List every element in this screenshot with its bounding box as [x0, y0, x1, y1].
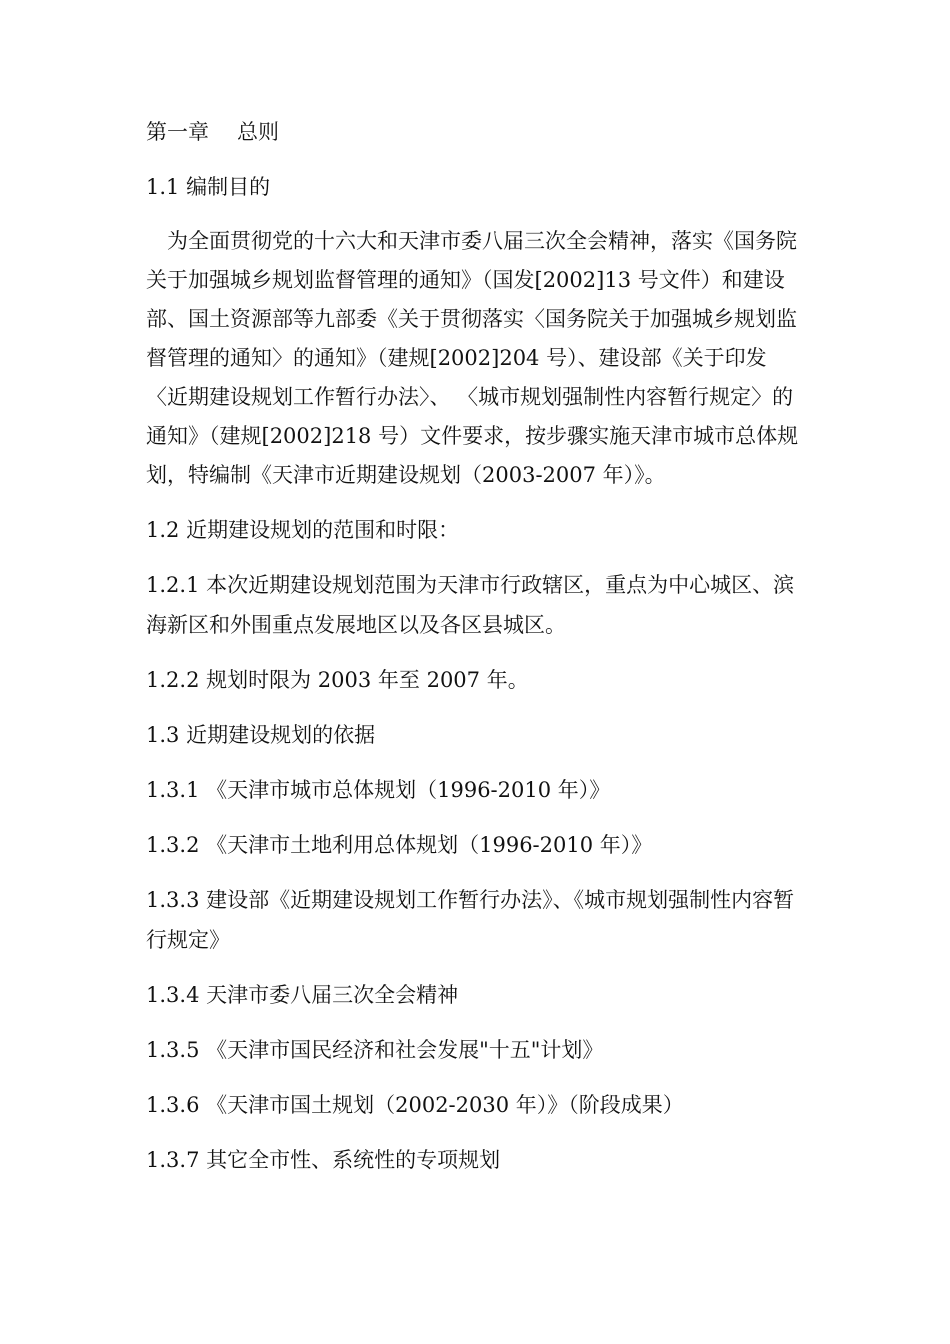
- document-body: [146, 112, 806, 1195]
- clause-1-3-1: 1.3.1 《天津市城市总体规划（1996-2010 年）》: [146, 778, 611, 802]
- purpose-paragraph: 为全面贯彻党的十六大和天津市委八届三次全会精神，落实《国务院关于加强城乡规划监督管理的通知》（国发[2002]13 号文件）和建设部、国土资源部等九部委《关于贯彻落实〈国务院关于加强城乡规划监督管理的通知〉的通知》（建规[2002]204 号）、建设部《关于印发〈近期建设规划工作暂行办法〉、 〈城市规划强制性内容暂行规定〉的通知》（建规[2002]218 号）文件要求，按步骤实施天津市城市总体规划，特编制《天津市近期建设规划（2003-2007 年）》。: [146, 229, 799, 487]
- chapter-number: 第一章: [146, 120, 209, 144]
- clause-1-2-1: 1.2.1 本次近期建设规划范围为天津市行政辖区，重点为中心城区、滨海新区和外围重点发展地区以及各区县城区。: [146, 573, 795, 637]
- chapter-title: 总则: [237, 120, 279, 144]
- clause-1-3-5: 1.3.5 《天津市国民经济和社会发展"十五"计划》: [146, 1038, 604, 1062]
- clause-1-3-2: 1.3.2 《天津市土地利用总体规划（1996-2010 年）》: [146, 833, 653, 857]
- clause-1-3-4: 1.3.4 天津市委八届三次全会精神: [146, 983, 459, 1007]
- chapter-heading: [146, 112, 806, 152]
- clause-1-3-6: 1.3.6 《天津市国土规划（2002-2030 年）》（阶段成果）: [146, 1093, 684, 1117]
- clause-1-3-7: 1.3.7 其它全市性、系统性的专项规划: [146, 1148, 501, 1172]
- section-heading-1-3: 1.3 近期建设规划的依据: [146, 723, 376, 747]
- section-heading-1-1: 1.1 编制目的: [146, 175, 271, 199]
- clause-1-2-2: 1.2.2 规划时限为 2003 年至 2007 年。: [146, 668, 529, 692]
- clause-1-3-3: 1.3.3 建设部《近期建设规划工作暂行办法》、《城市规划强制性内容暂行规定》: [146, 888, 795, 952]
- section-heading-1-2: 1.2 近期建设规划的范围和时限：: [146, 518, 460, 542]
